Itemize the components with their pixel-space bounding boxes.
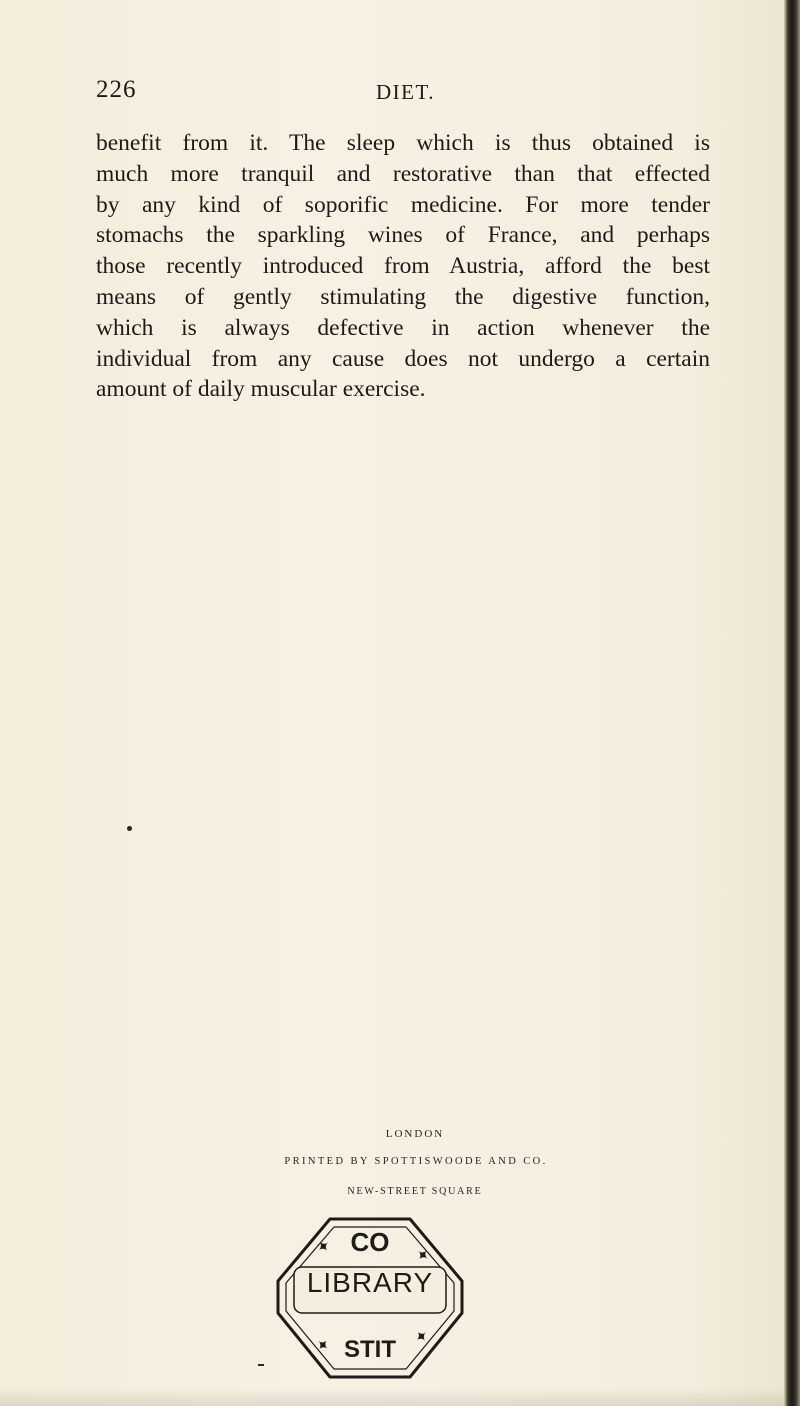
running-title: DIET. — [376, 80, 436, 104]
text-line: individual from any cause does not undergo a certain — [96, 345, 710, 372]
imprint-street: NEW-STREET SQUARE — [347, 1186, 483, 1197]
imprint-printer: PRINTED BY SPOTTISWOODE AND CO. — [284, 1156, 548, 1167]
text-line: much more tranquil and restorative than that effected — [96, 160, 710, 187]
library-stamp-icon — [268, 1205, 472, 1389]
text-line: benefit from it. The sleep which is thus obtained is — [96, 130, 710, 156]
book-spine-edge — [784, 0, 800, 1406]
text-line: those recently introduced from Austria, afford the best — [96, 253, 710, 280]
page-bottom-shadow — [0, 1388, 784, 1406]
svg-text:✦: ✦ — [312, 1234, 335, 1259]
ink-speck — [127, 826, 132, 831]
text-line: by any kind of soporific medicine. For more tender — [96, 191, 710, 218]
ink-dash — [258, 1364, 264, 1366]
text-line: means of gently stimulating the digestive function, — [96, 283, 710, 310]
page-number: 226 — [96, 76, 137, 103]
running-head — [96, 76, 710, 110]
text-line: amount of daily muscular exercise. — [96, 376, 426, 403]
stamp-bottom-text: STIT — [344, 1336, 396, 1363]
svg-text:✦: ✦ — [410, 1324, 433, 1349]
text-line: which is always defective in action whenever the — [96, 314, 710, 341]
body-paragraph — [96, 128, 710, 405]
svg-text:✦: ✦ — [411, 1243, 434, 1267]
text-line: stomachs the sparkling wines of France, and perhaps — [96, 222, 710, 249]
stamp-top-text: CO — [350, 1227, 390, 1257]
imprint-city: LONDON — [385, 1128, 445, 1140]
stamp-label: LIBRARY — [306, 1267, 434, 1298]
svg-text:✦: ✦ — [311, 1333, 334, 1357]
